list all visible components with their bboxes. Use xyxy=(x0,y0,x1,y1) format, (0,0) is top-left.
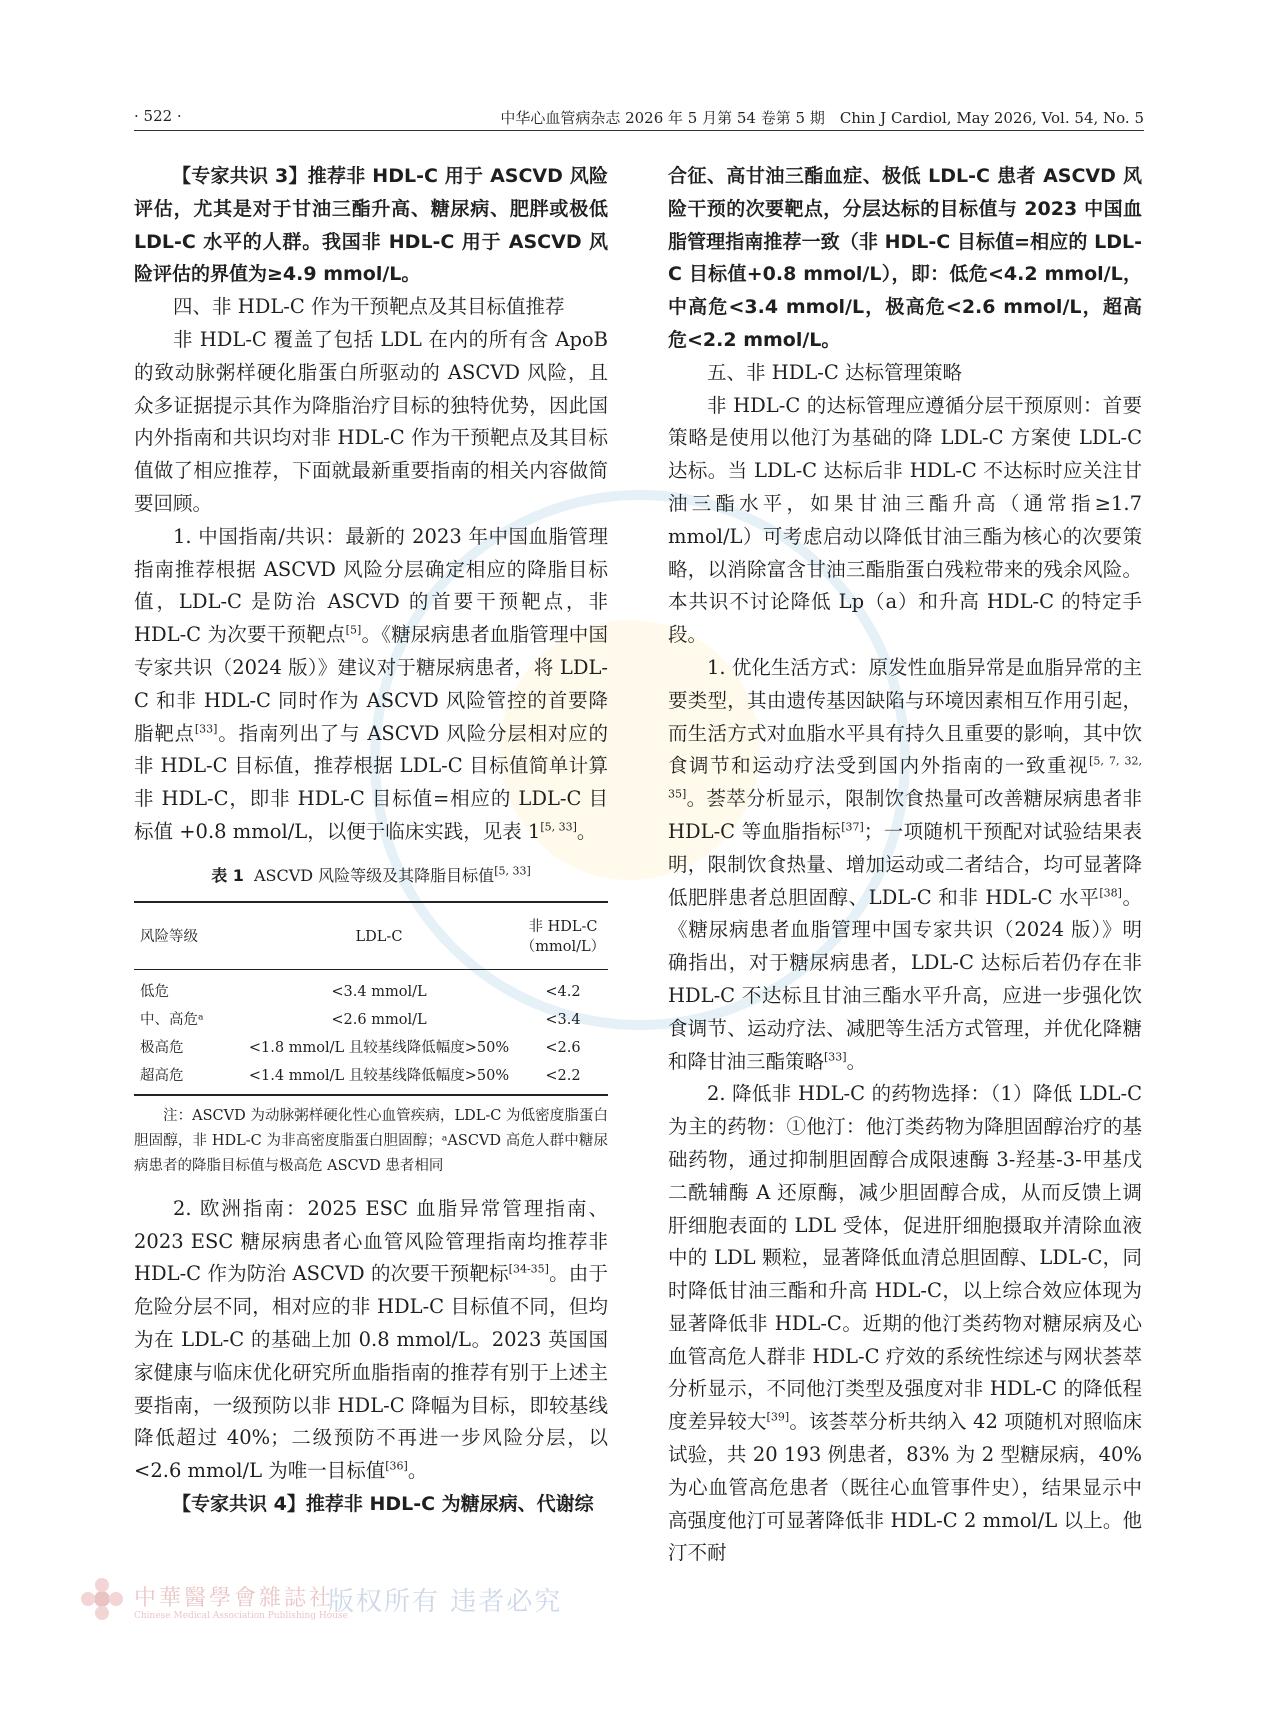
copyright-notice: 版权所有 违者必究 xyxy=(328,1587,563,1617)
paragraph: 1. 中国指南/共识：最新的 2023 年中国血脂管理指南推荐根据 ASCVD 风险分层确定相应的降脂目标值，LDL-C 是防治 ASCVD 的首要干预靶点，非 HDL-C 为次要干预靶点[5]。《糖尿病患者血脂管理中国专家共识（2024 版）》建议对于糖尿病患者，将 LDL-C 和非 HDL-C 同时作为 ASCVD 风险管控的首要降脂靶点[33]。指南列出了与 ASCVD 风险分层相对应的非 HDL-C 目标值，推荐根据 LDL-C 目标值简单计算非 HDL-C，即非 HDL-C 目标值=相应的 LDL-C 目标值 +0.8 mmol/L，以便于临床实践，见表 1[5, 33]。 xyxy=(134,524,608,843)
table-row: 中、高危ᵃ <2.6 mmol/L <3.4 xyxy=(140,1011,581,1028)
risk-target-table xyxy=(134,901,608,1096)
publisher-name-cn: 中華醫學會雜誌社 xyxy=(134,1586,335,1611)
expert-consensus-4: 【专家共识 4】推荐非 HDL-C 为糖尿病、代谢综 xyxy=(172,1492,594,1515)
paragraph: 非 HDL-C 覆盖了包括 LDL 在内的所有含 ApoB 的致动脉粥样硬化脂蛋白所驱动的 ASCVD 风险，且众多证据提示其作为降脂治疗目标的独特优势，因此国内外指南和共识均对非 HDL-C 作为干预靶点及其目标值做了相应推荐，下面就最新重要指南的相关内容做简要回顾。 xyxy=(134,327,608,515)
paragraph: 2. 降低非 HDL-C 的药物选择：（1）降低 LDL-C 为主的药物：①他汀：他汀类药物为降胆固醇治疗的基础药物，通过抑制胆固醇合成限速酶 3-羟基-3-甲基戊二酰辅酶 A 还原酶，减少胆固醇合成，从而反馈上调肝细胞表面的 LDL 受体，促进肝细胞摄取并清除血液中的 LDL 颗粒，显著降低血清总胆固醇、LDL-C，同时降低甘油三酯和升高 HDL-C，以上综合效应体现为显著降低非 HDL-C。近期的他汀类药物对糖尿病及心血管高危人群非 HDL-C 疗效的系统性综述与网状荟萃分析显示，不同他汀类型及强度对非 HDL-C 的降低程度差异较大[39]。该荟萃分析共纳入 42 项随机对照临床试验，共 20 193 例患者，83% 为 2 型糖尿病，40% 为心血管高危患者（既往心血管事件史），结果显示中高强度他汀可显著降低非 HDL-C 2 mmol/L 以上。他汀不耐 xyxy=(668,1082,1142,1565)
column-header: 风险等级 xyxy=(140,928,198,945)
publisher-watermark xyxy=(78,1575,598,1635)
table-row: 极高危 <1.8 mmol/L 且较基线降低幅度>50% <2.6 xyxy=(140,1039,581,1056)
paragraph: 非 HDL-C 的达标管理应遵循分层干预原则：首要策略是使用以他汀为基础的降 LDL-C 方案使 LDL-C 达标。当 LDL-C 达标后非 HDL-C 不达标时应关注甘油三酯水平，如果甘油三酯升高（通常指≥1.7 mmol/L）可考虑启动以降低甘油三酯为核心的次要策略，以消除富含甘油三酯脂蛋白残粒带来的残余风险。本共识不讨论降低 Lp（a）和升高 HDL-C 的特定手段。 xyxy=(668,393,1142,647)
citation[interactable]: [5] xyxy=(345,623,362,637)
running-header xyxy=(134,104,1144,131)
table-row: 低危 <3.4 mmol/L <4.2 xyxy=(140,983,581,1000)
paragraph: 1. 优化生活方式：原发性血脂异常是血脂异常的主要类型，其由遗传基因缺陷与环境因素相互作用引起，而生活方式对血脂水平具有持久且重要的影响，其中饮食调节和运动疗法受到国内外指南的一致重视[5, 7, 32, 35]。荟萃分析显示，限制饮食热量可改善糖尿病患者非 HDL-C 等血脂指标[37]；一项随机干预配对试验结果表明，限制饮食热量、增加运动或二者结合，均可显著降低肥胖患者总胆固醇、LDL-C 和非 HDL-C 水平[38]。《糖尿病患者血脂管理中国专家共识（2024 版）》明确指出，对于糖尿病患者，LDL-C 达标后若仍存在非 HDL-C 不达标且甘油三酯水平升高，应进一步强化饮食调节、运动疗法、减肥等生活方式管理，并优化降糖和降甘油三酯策略[33]。 xyxy=(668,655,1142,1073)
journal-citation: 中华心血管病杂志 2026 年 5 月第 54 卷第 5 期 Chin J Cardiol, May 2026, Vol. 54, No. 5 xyxy=(500,109,1144,127)
citation[interactable]: [5, 7, 32, 35] xyxy=(668,754,1142,801)
flower-logo-icon xyxy=(78,1575,126,1623)
table-footnote: 注：ASCVD 为动脉粥样硬化性心血管疾病，LDL-C 为低密度脂蛋白胆固醇，非 HDL-C 为非高密度脂蛋白胆固醇；ᵃASCVD 高危人群中糖尿病患者的降脂目标值与极高危 ASCVD 患者相同 xyxy=(134,1107,608,1174)
column-header: LDL-C xyxy=(355,928,403,945)
page-number: · 522 · xyxy=(134,107,182,125)
citation[interactable]: [33] xyxy=(824,1050,847,1064)
citation[interactable]: [36] xyxy=(385,1459,408,1473)
table-caption: 表 1 ASCVD 风险等级及其降脂目标值[5, 33] xyxy=(211,864,531,885)
expert-consensus-3: 【专家共识 3】推荐非 HDL-C 用于 ASCVD 风险评估，尤其是对于甘油三酯升高、糖尿病、肥胖或极低 LDL-C 水平的人群。我国非 HDL-C 用于 ASCVD 风险评估的界值为≥4.9 mmol/L。 xyxy=(134,165,608,286)
left-column xyxy=(134,160,608,1521)
publisher-name-en: Chinese Medical Association Publishing House xyxy=(134,1611,348,1621)
citation[interactable]: [5, 33] xyxy=(540,820,577,834)
citation[interactable]: [37] xyxy=(841,820,864,834)
expert-consensus-4-continued: 合征、高甘油三酯血症、极低 LDL-C 患者 ASCVD 风险干预的次要靶点，分层达标的目标值与 2023 中国血脂管理指南推荐一致（非 HDL-C 目标值=相应的 LDL-C 目标值+0.8 mmol/L），即：低危<4.2 mmol/L，中高危<3.4 mmol/L，极高危<2.6 mmol/L，超高危<2.2 mmol/L。 xyxy=(668,165,1142,351)
citation[interactable]: [5, 33] xyxy=(494,864,531,878)
table-1 xyxy=(134,863,608,1179)
section-4-heading: 四、非 HDL-C 作为干预靶点及其目标值推荐 xyxy=(173,295,565,319)
section-5-heading: 五、非 HDL-C 达标管理策略 xyxy=(707,360,962,384)
citation[interactable]: [39] xyxy=(766,1410,790,1424)
right-column xyxy=(668,160,1142,1570)
column-header: 非 HDL-C（mmol/L） xyxy=(520,918,606,955)
citation[interactable]: [33] xyxy=(194,722,218,736)
table-row: 超高危 <1.4 mmol/L 且较基线降低幅度>50% <2.2 xyxy=(134,1062,608,1095)
paragraph: 2. 欧洲指南：2025 ESC 血脂异常管理指南、2023 ESC 糖尿病患者心血管风险管理指南均推荐非 HDL-C 作为防治 ASCVD 的次要干预靶标[34-35]。由于危险分层不同，相对应的非 HDL-C 目标值不同，但均为在 LDL-C 的基础上加 0.8 mmol/L。2023 英国国家健康与临床优化研究所血脂指南的推荐有别于上述主要指南，一级预防以非 HDL-C 降幅为目标，即较基线降低超过 40%；二级预防不再进一步风险分层，以<2.6 mmol/L 为唯一目标值[36]。 xyxy=(134,1196,608,1483)
citation[interactable]: [34-35] xyxy=(508,1262,549,1276)
citation[interactable]: [38] xyxy=(1099,886,1122,900)
